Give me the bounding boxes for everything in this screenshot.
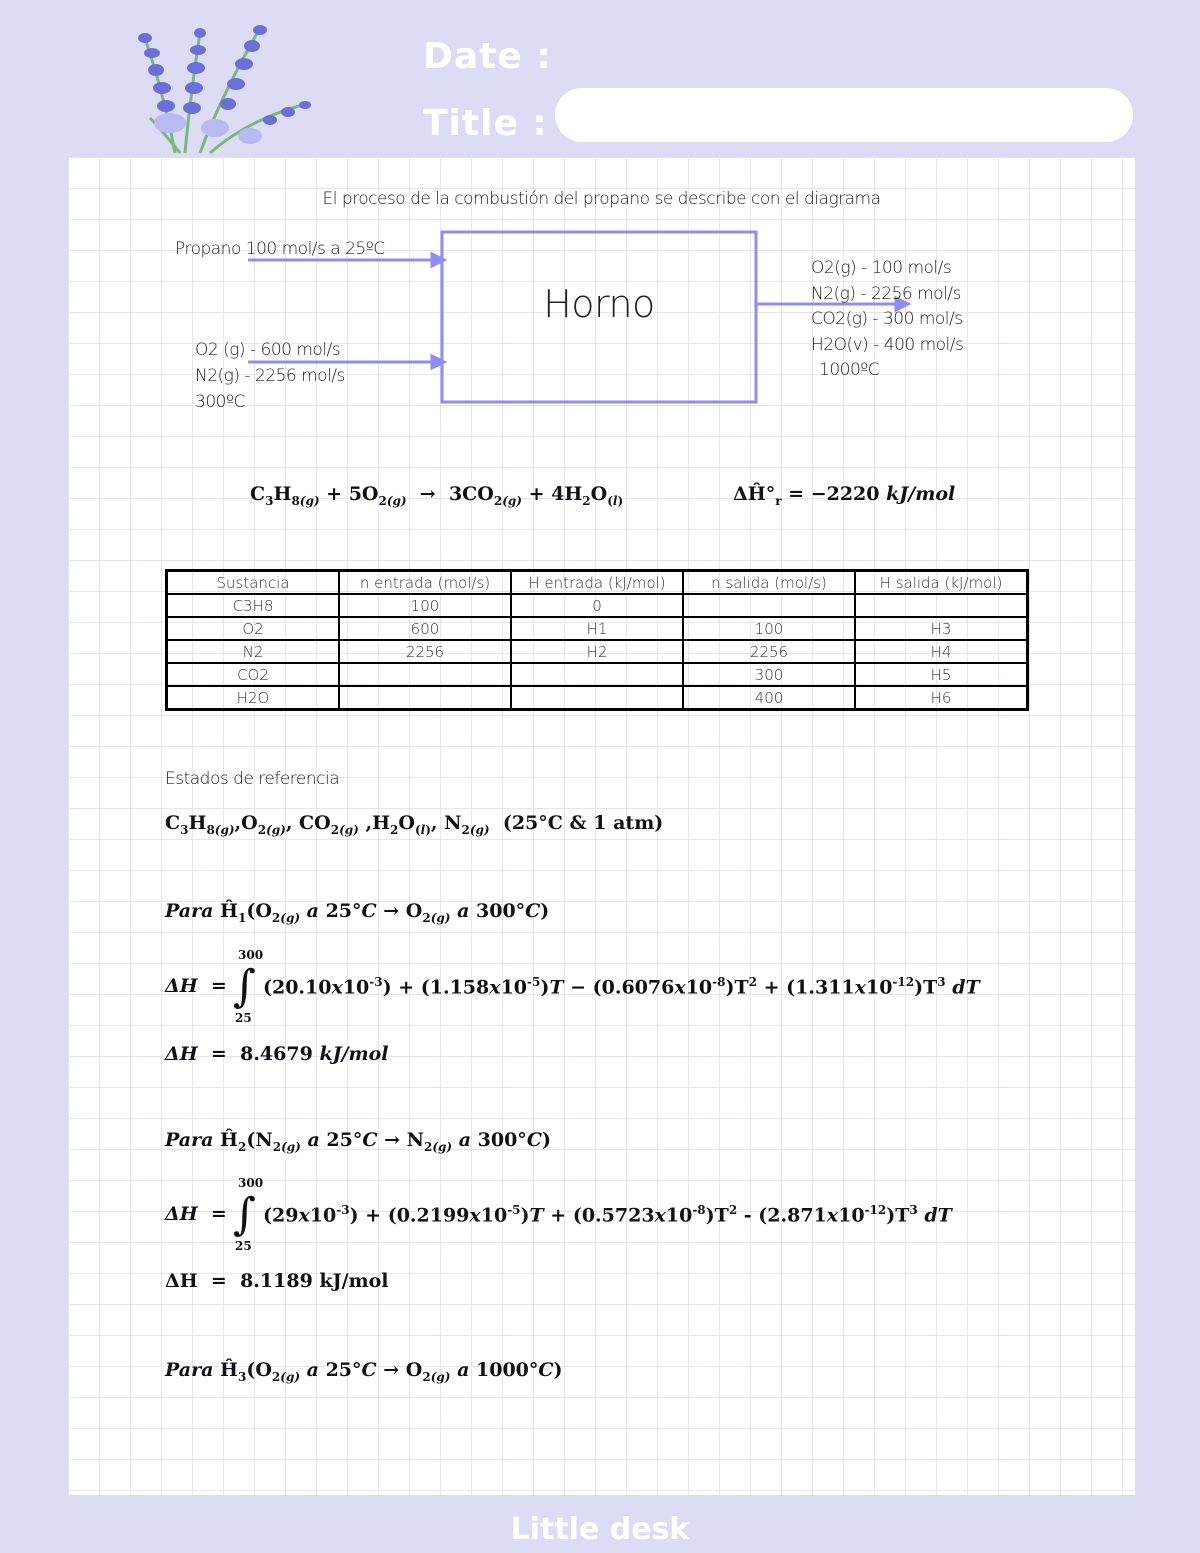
propane-input-label: Propano 100 mol/s a 25ºC xyxy=(175,239,385,259)
output-temp: 1000ºC xyxy=(819,360,880,380)
table-cell xyxy=(855,594,1028,617)
table-header-cell: H salida (kJ/mol) xyxy=(855,571,1028,595)
table-cell: CO2 xyxy=(167,663,340,686)
table-header-cell: Sustancia xyxy=(167,571,340,595)
output-co2: CO2(g) - 300 mol/s xyxy=(811,309,963,329)
section1-integral-sign: ∫ xyxy=(233,961,256,1012)
section1-integrand: $(20.10x10^{-3}) + (1.158x10^{-5})T - (0.6076x10^{-8})T^2 + (1.311x10^{-12})T^3$ dT xyxy=(263,975,980,999)
reaction-equation: $C_3H_{8(g)} + 5O_{2(g)} \to 3CO_{2(g)} + 4H_2O_{(l)}$ xyxy=(250,483,624,508)
section1-heading: Para $Ĥ_1(O_{2(g)}$ a $25^\circ C \to O_{2(g)}$ a 300°C) xyxy=(165,900,550,925)
section1-dh-label: ΔH = xyxy=(165,975,227,997)
table-row xyxy=(167,663,1028,686)
output-o2: O2(g) - 100 mol/s xyxy=(811,258,952,278)
reference-species: $C_3H_{8(g)},O_{2(g)}$, $CO_{2(g)}$ $,H_2O_{(l)}$, $N_{2(g)}$ (25°C & 1 atm) xyxy=(165,812,664,837)
furnace-label: Horno xyxy=(543,282,655,326)
table-cell: 100 xyxy=(683,617,855,640)
output-n2: N2(g) - 2256 mol/s xyxy=(811,283,961,304)
reference-label: Estados de referencia xyxy=(165,769,340,789)
substance-table xyxy=(165,569,1029,711)
table-header-cell: n salida (mol/s) xyxy=(683,571,855,595)
table-cell: 600 xyxy=(339,617,511,640)
title-field[interactable] xyxy=(555,88,1133,142)
table-header-cell: H entrada (kJ/mol) xyxy=(511,571,683,595)
table-cell: N2 xyxy=(167,640,340,663)
table-cell: H2O xyxy=(167,686,340,710)
footer-brand: Little desk xyxy=(510,1512,690,1547)
table-cell: 400 xyxy=(683,686,855,710)
table-cell: O2 xyxy=(167,617,340,640)
table-cell xyxy=(339,663,511,686)
title-label: Title : xyxy=(423,103,548,144)
section3-heading: Para $Ĥ_3(O_{2(g)}$ a $25^\circ C \to O_{2(g)}$ a 1000°C) xyxy=(165,1359,563,1384)
section2-integral-sign: ∫ xyxy=(233,1189,256,1240)
table-row xyxy=(167,640,1028,663)
table-cell: 0 xyxy=(511,594,683,617)
section2-result: ΔH = 8.1189 kJ/mol xyxy=(165,1270,389,1292)
section2-upper-limit: 300 xyxy=(238,1176,264,1190)
section1-result: ΔH = 8.4679 kJ/mol xyxy=(165,1043,389,1065)
table-header-cell: n entrada (mol/s) xyxy=(339,571,511,595)
table-cell: H2 xyxy=(511,640,683,663)
table-cell xyxy=(339,686,511,710)
reaction-enthalpy: $\Delta Ĥ^\circ_r = -2220$ kJ/mol xyxy=(733,483,956,508)
table-cell: H5 xyxy=(855,663,1028,686)
table-row xyxy=(167,594,1028,617)
section2-heading: Para $Ĥ_2(N_{2(g)}$ a $25^\circ C \to N_{2(g)}$ a 300°C) xyxy=(165,1129,551,1154)
section1-upper-limit: 300 xyxy=(238,948,264,962)
table-cell: H3 xyxy=(855,617,1028,640)
air-input-o2: O2 (g) - 600 mol/s xyxy=(195,340,341,360)
table-row xyxy=(167,617,1028,640)
section2-lower-limit: 25 xyxy=(235,1239,252,1253)
table-cell: 2256 xyxy=(683,640,855,663)
lavender-illustration xyxy=(120,8,330,158)
table-cell xyxy=(511,686,683,710)
table-row xyxy=(167,686,1028,710)
air-input-temp: 300ºC xyxy=(195,392,245,412)
grid-paper xyxy=(68,157,1135,1495)
table-cell: 2256 xyxy=(339,640,511,663)
table-cell: C3H8 xyxy=(167,594,340,617)
table-cell: H6 xyxy=(855,686,1028,710)
intro-text: El proceso de la combustión del propano se describe con el diagrama xyxy=(322,189,881,209)
table-cell: H4 xyxy=(855,640,1028,663)
section2-dh-label: ΔH = xyxy=(165,1203,227,1225)
output-h2o: H2O(v) - 400 mol/s xyxy=(811,334,964,355)
table-cell: 300 xyxy=(683,663,855,686)
section2-integrand: $(29x10^{-3}) + (0.2199x10^{-5})T + (0.5723x10^{-8})T^2 - (2.871x10^{-12})T^3$ dT xyxy=(263,1203,952,1227)
table-header-row xyxy=(167,571,1028,595)
table-cell: H1 xyxy=(511,617,683,640)
date-label: Date : xyxy=(423,36,552,77)
table-cell xyxy=(683,594,855,617)
table-cell xyxy=(511,663,683,686)
section1-lower-limit: 25 xyxy=(235,1011,252,1025)
air-input-n2: N2(g) - 2256 mol/s xyxy=(195,366,345,386)
table-cell: 100 xyxy=(339,594,511,617)
